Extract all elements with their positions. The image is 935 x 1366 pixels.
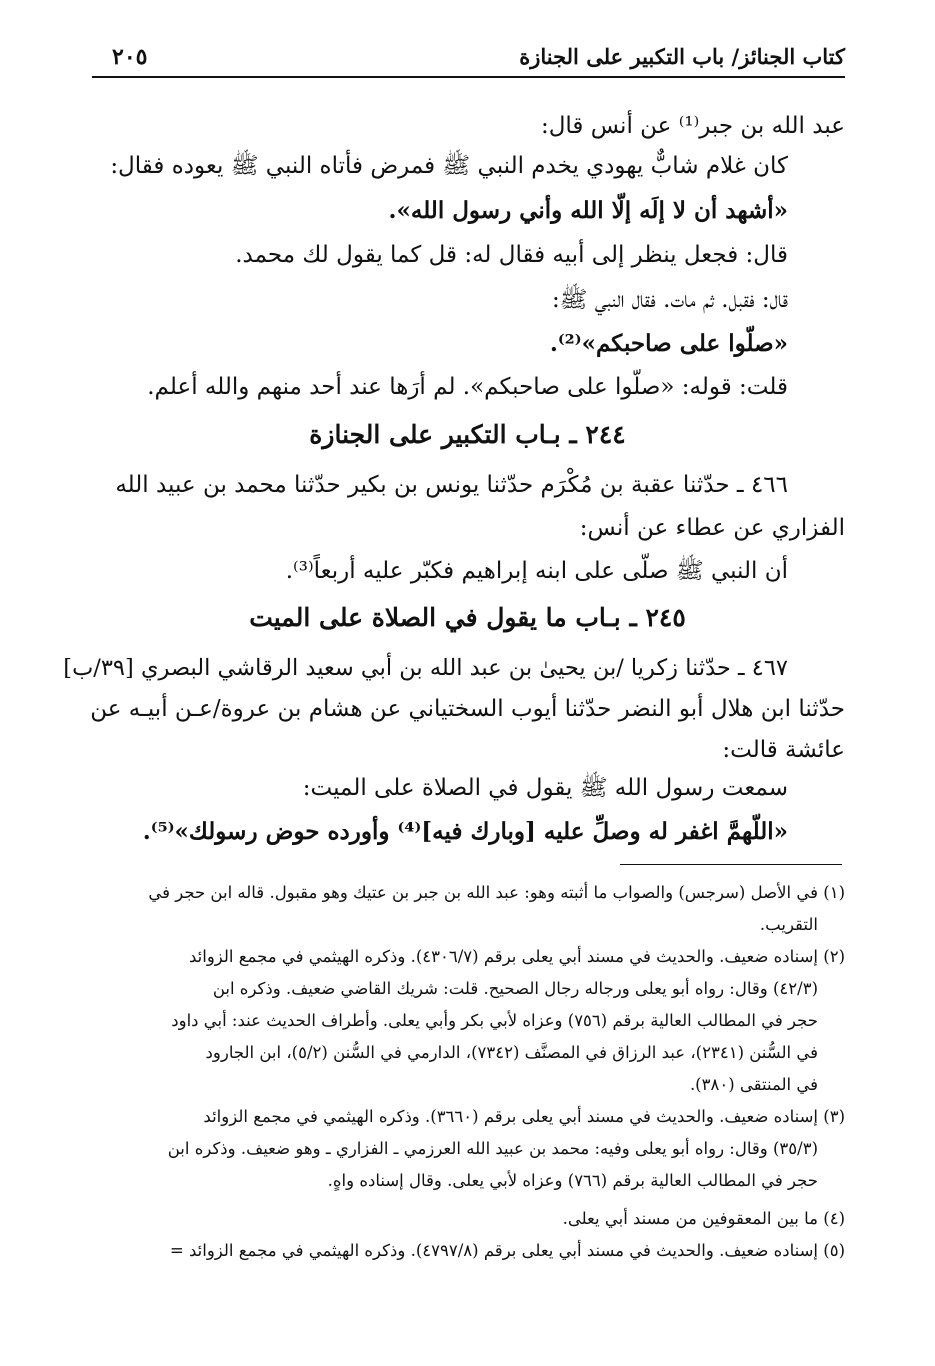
footnote-2-line-1: (٢) إسناده ضعيف. والحديث في مسند أبي يعلى برقم (٤٣٠٦/٧). وذكره الهيثمي في مجمع الزوائد <box>189 947 845 966</box>
footnote-3-line-2: (٣٥/٣) وقال: رواه أبو يعلى وفيه: محمد بن عبيد الله العرزمي ـ الفزاري ـ وهو ضعيف. وذكره ابن <box>167 1139 818 1158</box>
running-title: كتاب الجنائز/ باب التكبير على الجنازة <box>519 44 845 69</box>
body-line-6: «صلّوا على صاحبكم»⁽²⁾. <box>549 330 788 357</box>
page-number: ٢٠٥ <box>112 44 148 70</box>
hadith-466-line-2: الفزاري عن عطاء عن أنس: <box>579 515 845 541</box>
footnote-2-line-2: (٤٢/٣) وقال: رواه أبو يعلى ورجاله رجال الصحيح. قلت: شريك القاضي ضعيف. وذكره ابن <box>212 979 818 998</box>
hadith-467-line-1: ٤٦٧ ـ حدّثنا زكريا /بن يحيىٰ بن عبد الله بن أبي سعيد الرقاشي البصري [٣٩/ب] <box>63 655 788 681</box>
footnote-rule <box>620 864 842 865</box>
hadith-467-line-2: حدّثنا ابن هلال أبو النضر حدّثنا أيوب السختياني عن هشام بن عروة/عـن أبيـه عن <box>90 696 845 722</box>
footnote-1-line-1: (١) في الأصل (سرجس) والصواب ما أثبته وهو: عبد الله بن جبر بن عتيك وهو مقبول. قاله ابن حجر في <box>148 883 845 902</box>
body-line-3: «أشهد أن لا إلَه إلّا الله وأني رسول الله». <box>388 197 788 224</box>
hadith-467-line-3: عائشة قالت: <box>722 737 845 763</box>
footnote-2-line-5: في المنتقى (٣٨٠). <box>689 1075 818 1094</box>
hadith-467-line-5: «اللّهمَّ اغفر له وصلِّ عليه [وبارك فيه]⁽⁴⁾ وأورده حوض رسولك»⁽⁵⁾. <box>142 818 788 845</box>
footnote-4: (٤) ما بين المعقوفين من مسند أبي يعلى. <box>562 1209 845 1228</box>
chapter-heading-244: ٢٤٤ ـ بـاب التكبير على الجنازة <box>309 420 626 449</box>
footnote-2-line-4: في السُّنن (٢٣٤١)، عبد الرزاق في المصنَّف (٧٣٤٢)، الدارمي في السُّنن (٥/٢)، ابن الجارود <box>205 1043 818 1062</box>
page-header <box>92 42 845 78</box>
hadith-467-line-4: سمعت رسول الله ﷺ يقول في الصلاة على الميت: <box>302 775 788 801</box>
body-line-1: عبد الله بن جبر⁽¹⁾ عن أنس قال: <box>540 113 845 139</box>
hadith-466-line-3: أن النبي ﷺ صلّى على ابنه إبراهيم فكبّر عليه أربعاً⁽³⁾. <box>285 558 788 584</box>
body-line-4: قال: فجعل ينظر إلى أبيه فقال له: قل كما يقول لك محمد. <box>235 242 788 268</box>
chapter-heading-245: ٢٤٥ ـ بـاب ما يقول في الصلاة على الميت <box>249 603 686 632</box>
body-line-5: قال: فقبل. ثم مات. فقال النبي ﷺ: <box>551 287 788 313</box>
footnote-5-line-1: (٥) إسناده ضعيف. والحديث في مسند أبي يعلى برقم (٤٧٩٧/٨). وذكره الهيثمي في مجمع الزوائد = <box>169 1241 845 1260</box>
body-line-7: قلت: قوله: «صلّوا على صاحبكم». لم أرَها عند أحد منهم والله أعلم. <box>147 374 788 400</box>
header-rule <box>92 76 845 78</box>
footnote-3-line-3: حجر في المطالب العالية برقم (٧٦٦) وعزاه لأبي يعلى. وقال إسناده واهٍ. <box>327 1171 818 1190</box>
footnote-3-line-1: (٣) إسناده ضعيف. والحديث في مسند أبي يعلى برقم (٣٦٦٠). وذكره الهيثمي في مجمع الزوائد <box>203 1107 845 1126</box>
body-line-2: كان غلام شابٌّ يهودي يخدم النبي ﷺ فمرض فأتاه النبي ﷺ يعوده فقال: <box>110 153 788 179</box>
hadith-466-line-1: ٤٦٦ ـ حدّثنا عقبة بن مُكْرَم حدّثنا يونس بن بكير حدّثنا محمد بن عبيد الله <box>115 472 788 498</box>
footnote-1-line-2: التقريب. <box>759 915 818 934</box>
footnote-2-line-3: حجر في المطالب العالية برقم (٧٥٦) وعزاه لأبي بكر وأبي يعلى. وأطراف الحديث عند: أبي داود <box>171 1011 818 1030</box>
